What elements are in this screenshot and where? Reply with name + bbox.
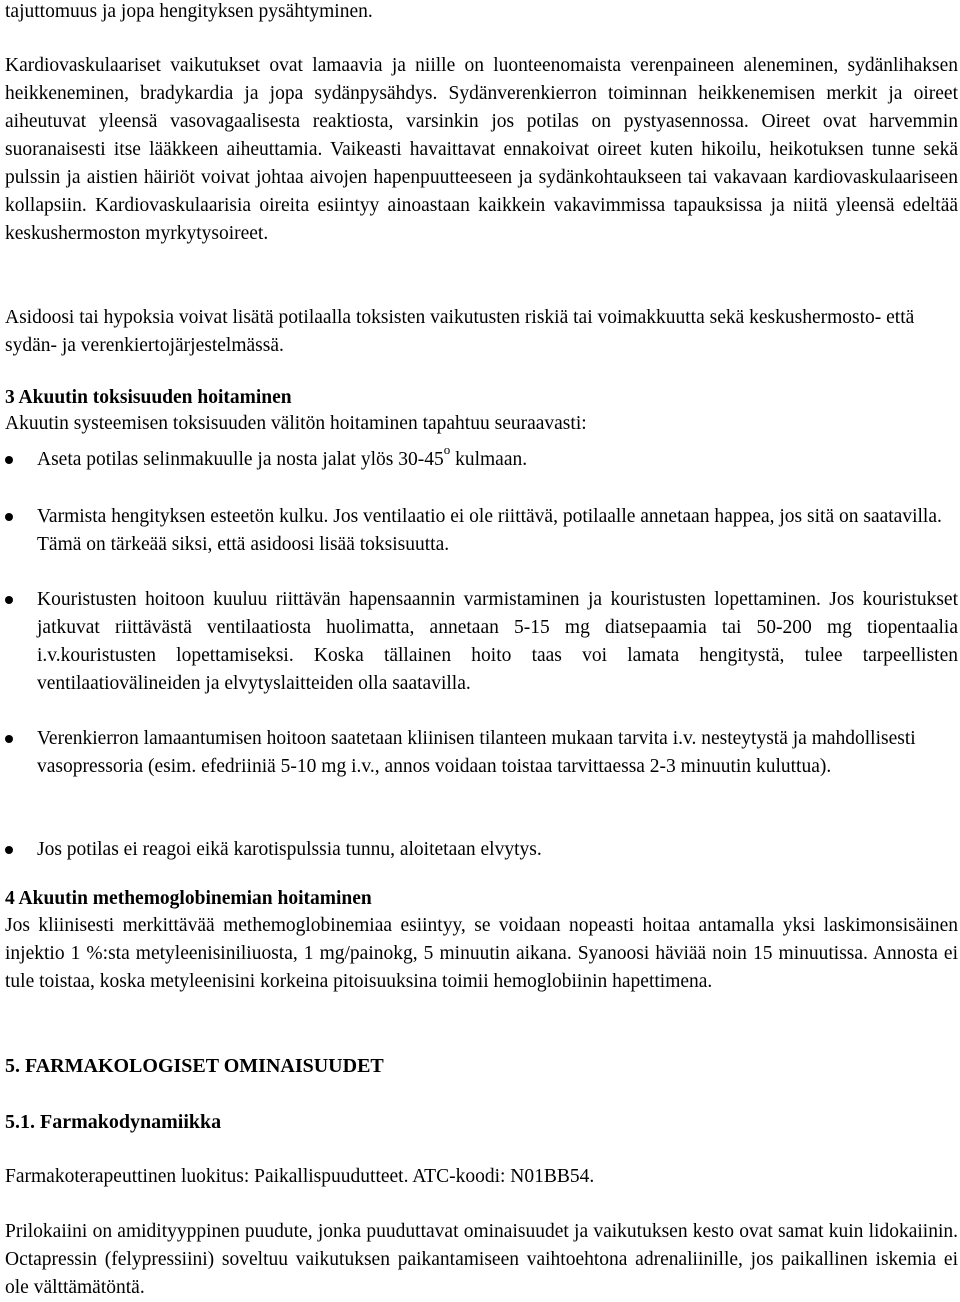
list-item bbox=[5, 725, 958, 781]
section3-heading: 3 Akuutin toksisuuden hoitaminen bbox=[5, 387, 292, 408]
treatment-list-4 bbox=[5, 725, 958, 781]
paragraph-acidosis: Asidoosi tai hypoksia voivat lisätä potilaalla toksisten vaikutusten riskiä tai voimakkuutta sekä keskushermosto- että sydän- ja verenkiertojärjestelmässä. bbox=[5, 307, 915, 356]
paragraph-top-fragment: tajuttomuus ja jopa hengityksen pysähtyminen. bbox=[5, 1, 373, 22]
section3-intro: Akuutin systeemisen toksisuuden välitön hoitaminen tapahtuu seuraavasti: bbox=[5, 413, 587, 434]
treatment-list-3 bbox=[5, 586, 958, 698]
bullet1-text: Aseta potilas selinmakuulle ja nosta jalat ylös 30-45 bbox=[37, 449, 444, 470]
treatment-list bbox=[5, 442, 958, 474]
section5-heading: 5. FARMAKOLOGISET OMINAISUUDET bbox=[5, 1055, 384, 1077]
bullet-icon bbox=[5, 456, 13, 464]
list-item bbox=[5, 442, 958, 474]
section4-body: Jos kliinisesti merkittävää methemoglobinemiaa esiintyy, se voidaan nopeasti hoitaa antamalla yksi laskimonsisäinen injektio 1 %:sta metyleenisiniliuosta, 1 mg/painokg, 5 minuutin aikana. Syanoosi häviää noin 15 minuutissa. Annosta ei tule toistaa, koska metyleenisini korkeina pitoisuuksina toimii hemoglobiinin hapettimena. bbox=[5, 915, 958, 992]
bullet-icon bbox=[5, 846, 13, 854]
bullet1-text-end: kulmaan. bbox=[450, 449, 528, 470]
bullet4-text: Verenkierron lamaantumisen hoitoon saatetaan kliinisen tilanteen mukaan tarvita i.v. nesteytystä ja mahdollisesti vasopressoria (esim. efedriiniä 5-10 mg i.v., annos voidaan toistaa tarvittaessa 2-3 minuutin kuluttua). bbox=[37, 728, 916, 777]
treatment-list-5 bbox=[5, 836, 958, 864]
bullet5-text: Jos potilas ei reagoi eikä karotispulssia tunnu, aloitetaan elvytys. bbox=[37, 839, 542, 860]
bullet-icon bbox=[5, 735, 13, 743]
section5-1-heading: 5.1. Farmakodynamiikka bbox=[5, 1111, 222, 1133]
list-item bbox=[5, 503, 958, 559]
section5-body: Prilokaiini on amidityyppinen puudute, jonka puuduttavat ominaisuudet ja vaikutuksen kesto ovat samat kuin lidokaiinin. Octapressin (felypressiini) soveltuu vaikutuksen paikantamiseen vaihtoehtona adrenaliinille, jos paikallinen iskemia ei ole välttämätöntä. bbox=[5, 1221, 958, 1298]
bullet-icon bbox=[5, 513, 13, 521]
list-item bbox=[5, 586, 958, 698]
bullet2-text: Varmista hengityksen esteetön kulku. Jos ventilaatio ei ole riittävä, potilaalle annetaan happea, jos sitä on saatavilla. Tämä on tärkeää siksi, että asidoosi lisää toksisuutta. bbox=[37, 506, 942, 555]
paragraph-cardiovascular: Kardiovaskulaariset vaikutukset ovat lamaavia ja niille on luonteenomaista verenpaineen aleneminen, sydänlihaksen heikkeneminen, bradykardia ja jopa sydänpysähdys. Sydänverenkierron toiminnan heikkenemisen merkit ja oireet aiheutuvat yleensä vasovagaalisesta reaktiosta, varsinkin jos potilas on pystyasennossa. Oireet ovat harvemmin suoranaisesti itse lääkkeen aiheuttamia. Vaikeasti havaittavat ennakoivat oireet kuten hikoilu, heikotuksen tunne sekä pulssin ja aistien häiriöt voivat johtaa aivojen hapenpuutteeseen ja sydänkohtaukseen tai vakavaan kardiovaskulaariseen kollapsiin. Kardiovaskulaarisia oireita esiintyy ainoastaan kaikkein vakavimmissa tapauksissa ja niitä yleensä edeltää keskushermoston myrkytysoireet. bbox=[5, 55, 958, 244]
classification-line: Farmakoterapeuttinen luokitus: Paikallispuudutteet. ATC-koodi: N01BB54. bbox=[5, 1166, 595, 1187]
bullet-icon bbox=[5, 596, 13, 604]
section4-heading: 4 Akuutin methemoglobinemian hoitaminen bbox=[5, 888, 372, 909]
list-item bbox=[5, 836, 958, 864]
treatment-list-2 bbox=[5, 503, 958, 559]
bullet3-text: Kouristusten hoitoon kuuluu riittävän hapensaannin varmistaminen ja kouristusten lopettaminen. Jos kouristukset jatkuvat riittävästä ventilaatiosta huolimatta, annetaan 5-15 mg diatsepaamia tai 50-200 mg tiopentaalia i.v.kouristusten lopettamiseksi. Koska tällainen hoito taas voi lamata hengitystä, tulee tarpeellisten ventilaatiovälineiden ja elvytyslaitteiden olla saatavilla. bbox=[37, 589, 958, 694]
degree-sign: o bbox=[443, 442, 451, 457]
